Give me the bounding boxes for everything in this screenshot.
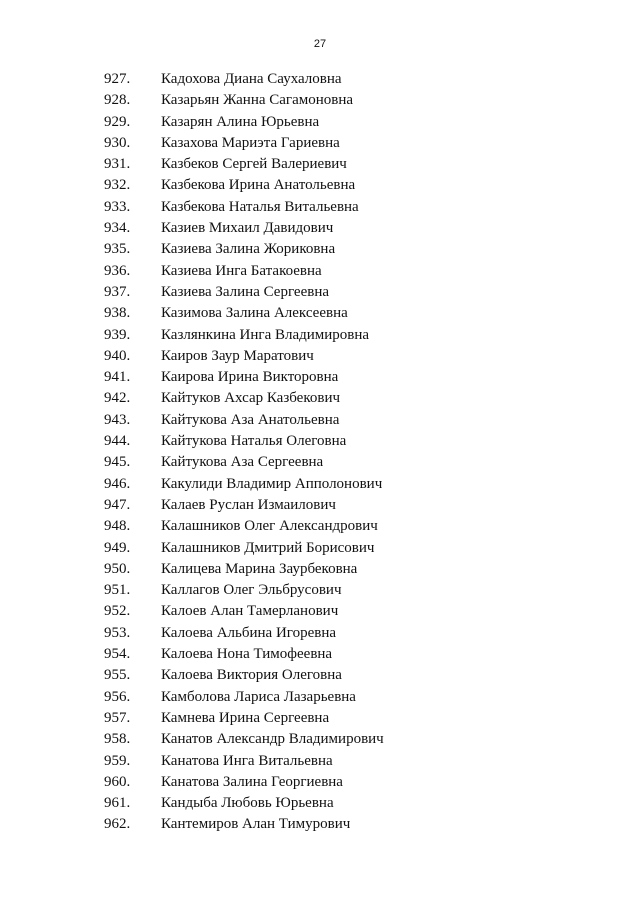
list-item [0,793,640,814]
entry-number: 957. [104,709,131,726]
entry-number: 938. [104,305,131,322]
list-item [0,303,640,324]
entry-number: 950. [104,560,131,577]
list-item [0,601,640,622]
list-item [0,516,640,537]
entry-name: Калоева Виктория Олеговна [161,667,342,684]
entry-name: Камнева Ирина Сергеевна [161,709,330,726]
entry-name: Калашников Олег Александрович [161,518,378,535]
list-item [0,431,640,452]
entry-number: 948. [104,518,131,535]
entry-number: 959. [104,752,131,769]
list-item [0,474,640,495]
entry-number: 933. [104,198,131,215]
list-item [0,175,640,196]
list-item [0,197,640,218]
entry-name: Казбеков Сергей Валериевич [161,156,347,173]
entry-name: Кантемиров Алан Тимурович [161,816,351,833]
entry-name: Казарян Алина Юрьевна [161,113,320,130]
entry-number: 927. [104,71,131,87]
list-item [0,623,640,644]
entry-name: Казимова Залина Алексеевна [161,305,348,322]
list-item [0,388,640,409]
list-item [0,346,640,367]
list-item [0,644,640,665]
entry-name: Калаев Руслан Измаилович [161,496,336,513]
entry-name: Казбекова Наталья Витальевна [161,198,359,215]
name-list [0,69,640,836]
entry-name: Камболова Лариса Лазарьевна [161,688,356,705]
entry-name: Казбекова Ирина Анатольевна [161,177,356,194]
entry-number: 943. [104,411,131,428]
entry-name: Калоева Нона Тимофеевна [161,646,333,663]
entry-number: 949. [104,539,131,556]
entry-name: Кайтукова Аза Анатольевна [161,411,340,428]
entry-number: 952. [104,603,131,620]
list-item [0,559,640,580]
entry-number: 944. [104,433,131,450]
entry-name: Кайтуков Ахсар Казбекович [161,390,341,407]
list-item [0,665,640,686]
entry-number: 945. [104,454,131,471]
list-item [0,772,640,793]
entry-number: 937. [104,283,131,300]
list-item [0,452,640,473]
entry-number: 962. [104,816,131,833]
entry-name: Калицева Марина Заурбековна [161,560,358,577]
list-item [0,90,640,111]
entry-number: 939. [104,326,131,343]
entry-name: Кайтукова Наталья Олеговна [161,433,347,450]
list-item [0,367,640,388]
entry-name: Какулиди Владимир Апполонович [161,475,383,492]
list-item [0,495,640,516]
list-item [0,154,640,175]
entry-number: 942. [104,390,131,407]
list-item [0,218,640,239]
entry-number: 932. [104,177,131,194]
page-number: 27 [313,38,327,50]
entry-name: Казиева Залина Сергеевна [161,283,330,300]
entry-number: 929. [104,113,131,130]
list-item [0,133,640,154]
entry-name: Калоев Алан Тамерланович [161,603,339,620]
entry-number: 930. [104,134,131,151]
entry-number: 954. [104,646,131,663]
list-item [0,708,640,729]
list-item [0,580,640,601]
entry-number: 951. [104,582,131,599]
entry-number: 956. [104,688,131,705]
entry-number: 961. [104,795,131,812]
list-item [0,729,640,750]
list-item [0,69,640,90]
entry-name: Канатов Александр Владимирович [161,731,384,748]
entry-number: 953. [104,624,131,641]
entry-name: Каллагов Олег Эльбрусович [161,582,342,599]
list-item [0,687,640,708]
entry-name: Казлянкина Инга Владимировна [161,326,370,343]
entry-name: Казахова Мариэта Гариевна [161,134,340,151]
entry-name: Канатова Инга Витальевна [161,752,333,769]
entry-name: Каиров Заур Маратович [161,347,314,364]
entry-number: 947. [104,496,131,513]
entry-name: Казарьян Жанна Сагамоновна [161,92,354,109]
list-item [0,325,640,346]
entry-name: Казиева Залина Жориковна [161,241,336,258]
entry-number: 931. [104,156,131,173]
entry-name: Калоева Альбина Игоревна [161,624,337,641]
list-item [0,751,640,772]
list-item [0,538,640,559]
entry-name: Казиева Инга Батакоевна [161,262,322,279]
list-item [0,239,640,260]
entry-number: 960. [104,773,131,790]
list-item [0,814,640,835]
list-item [0,282,640,303]
entry-number: 934. [104,220,131,237]
entry-name: Калашников Дмитрий Борисович [161,539,375,556]
entry-name: Казиев Михаил Давидович [161,220,334,237]
entry-number: 940. [104,347,131,364]
entry-number: 946. [104,475,131,492]
entry-number: 935. [104,241,131,258]
entry-name: Кадохова Диана Саухаловна [161,71,342,87]
entry-number: 936. [104,262,131,279]
entry-name: Каирова Ирина Викторовна [161,369,339,386]
entry-number: 928. [104,92,131,109]
entry-name: Кандыба Любовь Юрьевна [161,795,334,812]
entry-number: 955. [104,667,131,684]
list-item [0,410,640,431]
entry-name: Кайтукова Аза Сергеевна [161,454,324,471]
list-item [0,261,640,282]
entry-number: 958. [104,731,131,748]
list-item [0,112,640,133]
entry-name: Канатова Залина Георгиевна [161,773,343,790]
entry-number: 941. [104,369,131,386]
